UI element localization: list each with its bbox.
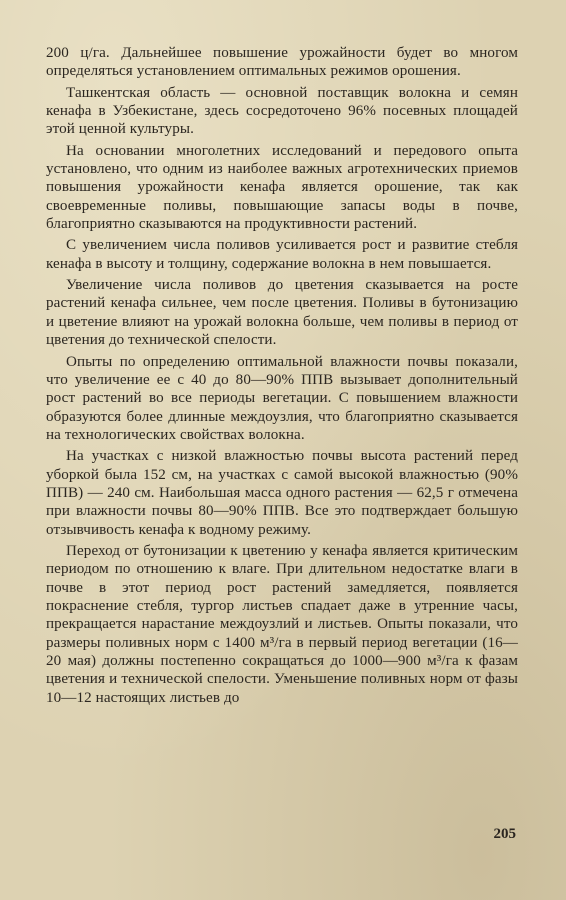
- paragraph-irrigation-importance: На основании многолетних исследований и передового опыта установлено, что одним из наиболее важных агротехнических приемов повышения урожайности кенафа является орошение, так как своевременные поливы, повышающие запасы воды в почве, благоприятно сказываются на продуктивности растений.: [46, 142, 518, 233]
- paragraph-soil-moisture-experiments: Опыты по определению оптимальной влажности почвы показали, что увеличение ее с 40 до 80—90% ППВ вызывает дополнительный рост растений во все периоды вегетации. С повышением влажности образуются более длинные междоузлия, что благоприятно сказывается на технологических свойствах волокна.: [46, 353, 518, 443]
- page-number: 205: [493, 826, 516, 842]
- paragraph-critical-period: Переход от бутонизации к цветению у кенафа является критическим периодом по отношению к влаге. При длительном недостатке влаги в почве в этот период рост растений замедляется, появляется покраснение стебля, тургор листьев спадает даже в утренние часы, прекращается нарастание междоузлий и листьев. Опыты показали, что размеры поливных норм с 1400 м³/га в первый период вегетации (16—20 мая) должны постепенно сокращаться до 1000—900 м³/га к фазам цветения и технической спелости. Уменьшение поливных норм от фазы 10—12 настоящих листьев до: [46, 542, 518, 706]
- paragraph-tashkent-region: Ташкентская область — основной поставщик волокна и семян кенафа в Узбекистане, здесь сосредоточено 96% посевных площадей этой ценной культуры.: [46, 84, 518, 138]
- paragraph-continuation: 200 ц/га. Дальнейшее повышение урожайности будет во многом определяться установлением оптимальных режимов орошения.: [46, 45, 518, 80]
- body-text: [46, 44, 518, 710]
- paragraph-stem-growth: С увеличением числа поливов усиливается рост и развитие стебля кенафа в высоту и толщину, содержание волокна в нем повышается.: [46, 237, 518, 272]
- paragraph-plant-height: На участках с низкой влажностью почвы высота растений перед уборкой была 152 см, на участках с самой высокой влажностью (90% ППВ) — 240 см. Наибольшая масса одного растения — 62,5 г отмечена при влажности почвы 80—90% ППВ. Все это подтверждает большую отзывчивость кенафа к водному режиму.: [46, 448, 518, 538]
- paragraph-before-flowering: Увеличение числа поливов до цветения сказывается на росте растений кенафа сильнее, чем после цветения. Поливы в бутонизацию и цветение влияют на урожай волокна больше, чем поливы в период от цветения до технической спелости.: [46, 277, 518, 349]
